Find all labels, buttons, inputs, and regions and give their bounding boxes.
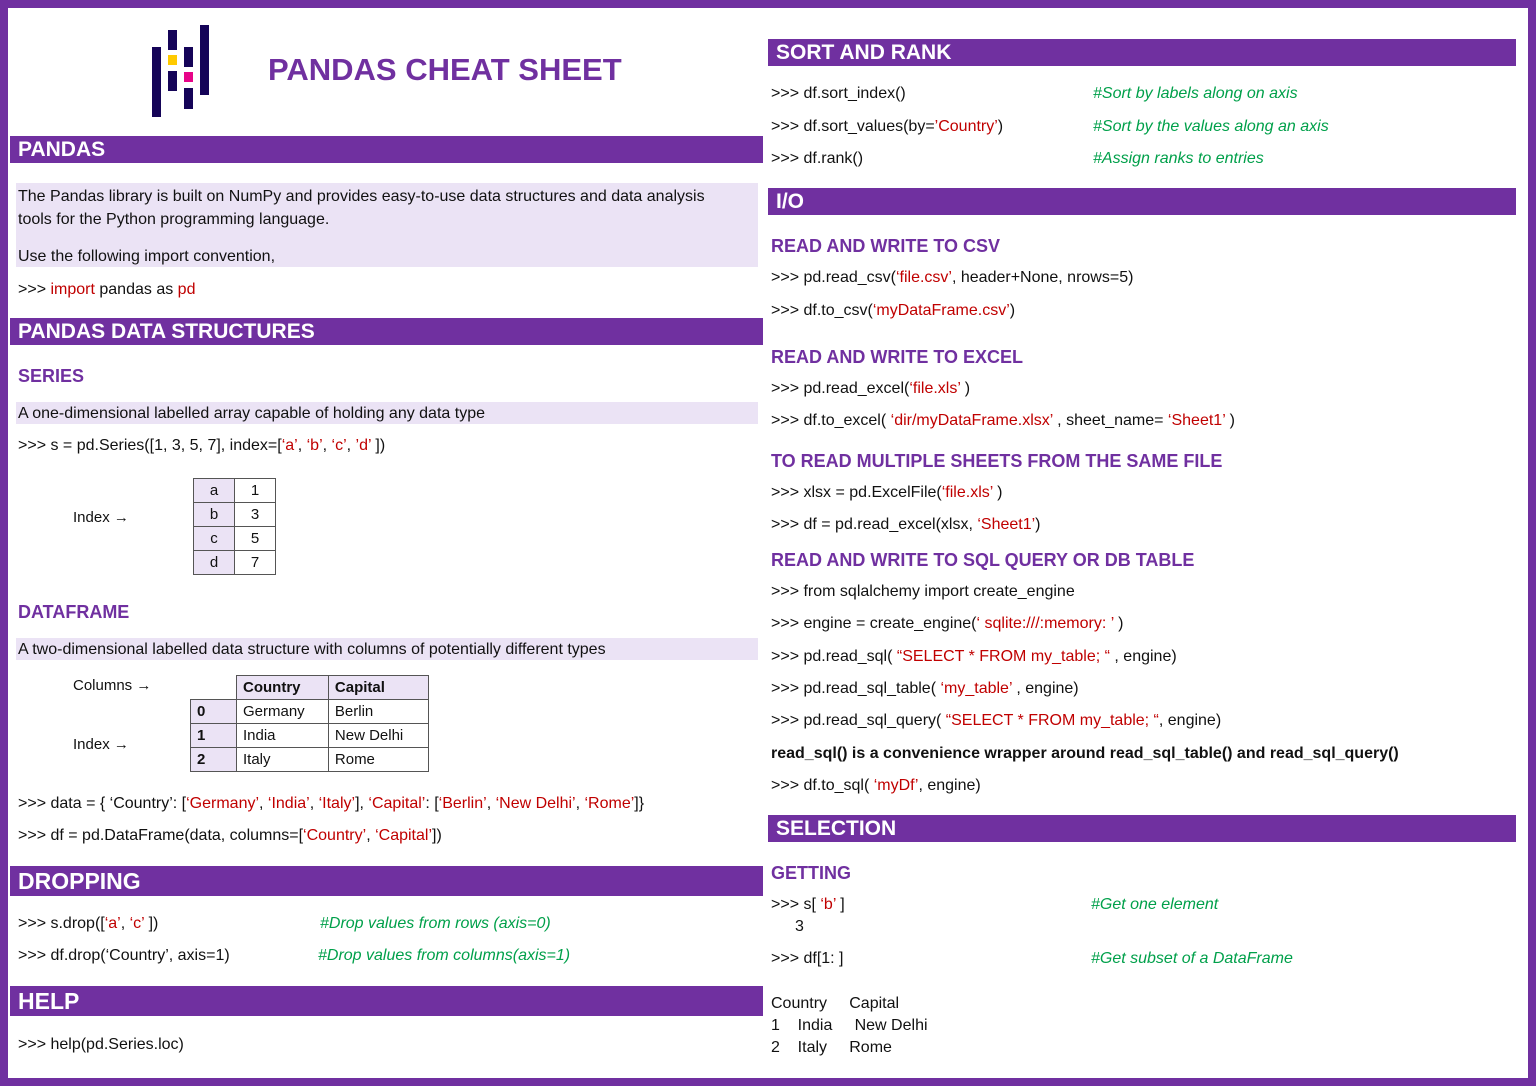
code-text: >>> df.sort_values(by=	[771, 118, 935, 135]
sort-code-2	[771, 118, 1003, 136]
code-text: ])	[370, 437, 386, 454]
code-text: >>> df = pd.read_excel(xlsx,	[771, 516, 978, 533]
country-cell: Germany	[237, 700, 329, 724]
code-text: >>> data = { ‘Country’: [	[18, 795, 187, 812]
table-row	[191, 700, 429, 724]
series-table	[193, 478, 276, 575]
code-text: )	[960, 380, 971, 397]
code-text: >>> df[1: ]	[771, 950, 844, 967]
sql-code-6	[771, 777, 981, 795]
code-text: ,	[120, 915, 130, 932]
code-text: >>> from sqlalchemy import create_engine	[771, 583, 1075, 600]
code-text: )	[997, 118, 1004, 135]
code-text: , engine)	[1109, 648, 1177, 665]
code-text: )	[1225, 412, 1235, 429]
get-code-2	[771, 950, 844, 968]
code-string: ‘file.csv’	[895, 269, 952, 286]
csv-code-1	[771, 269, 1133, 287]
sql-title: READ AND WRITE TO SQL QUERY OR DB TABLE	[771, 550, 1195, 570]
code-text: >>> help(pd.Series.loc)	[18, 1036, 184, 1053]
page-title: PANDAS CHEAT SHEET	[268, 52, 622, 87]
sort-code-3	[771, 150, 863, 168]
series-index-cell: a	[194, 479, 235, 503]
code-string: ‘c’	[129, 915, 145, 932]
code-text: )	[1113, 615, 1124, 632]
series-value-cell: 3	[235, 503, 276, 527]
code-text: ],	[355, 795, 369, 812]
code-string: ‘Germany’	[186, 795, 260, 812]
sql-code-3	[771, 648, 1177, 666]
code-string: ‘India’	[267, 795, 310, 812]
code-text: >>> s[	[771, 896, 821, 913]
code-text: >>> pd.read_sql_table(	[771, 680, 941, 697]
excel-code-1	[771, 380, 970, 398]
df-code-2	[18, 827, 442, 845]
series-value-cell: 5	[235, 527, 276, 551]
sort-comment-3: #Assign ranks to entries	[1093, 150, 1264, 167]
code-text: : [	[425, 795, 439, 812]
sql-code-4	[771, 680, 1079, 698]
code-text: >>> df = pd.DataFrame(data, columns=[	[18, 827, 304, 844]
drop-code-1	[18, 915, 158, 933]
pandas-logo	[150, 25, 212, 117]
sql-code-1	[771, 583, 1075, 601]
code-string: ‘Rome’	[584, 795, 635, 812]
table-row	[194, 551, 276, 575]
code-string: ‘Capital’	[375, 827, 432, 844]
excel-title: READ AND WRITE TO EXCEL	[771, 347, 1024, 367]
series-value-cell: 1	[235, 479, 276, 503]
code-string: ‘Sheet1’	[1167, 412, 1226, 429]
code-string: ‘a’	[281, 437, 298, 454]
getting-title: GETTING	[771, 863, 851, 883]
sql-code-2	[771, 615, 1124, 633]
row-index-cell: 2	[191, 748, 237, 772]
drop-comment-2: #Drop values from columns(axis=1)	[318, 947, 571, 964]
code-text: >>> pd.read_excel(	[771, 380, 910, 397]
sort-comment-2: #Sort by the values along an axis	[1093, 118, 1329, 135]
code-string: ‘Country’	[303, 827, 367, 844]
code-text: pandas as	[94, 281, 178, 298]
country-cell: India	[237, 724, 329, 748]
code-string: “SELECT * FROM my_table; “	[945, 712, 1159, 729]
code-text: , engine)	[1011, 680, 1079, 697]
capital-cell: New Delhi	[328, 724, 428, 748]
output-row-1: 1 India New Delhi	[771, 1017, 928, 1034]
excel-code-2	[771, 412, 1235, 430]
code-text: >>> pd.read_sql_query(	[771, 712, 946, 729]
code-text: >>> s.drop([	[18, 915, 105, 932]
dataframe-table	[190, 675, 429, 772]
get-code-1	[771, 896, 845, 914]
code-string: ‘c’	[331, 437, 347, 454]
multi-sheets-title: TO READ MULTIPLE SHEETS FROM THE SAME FILE	[771, 451, 1223, 471]
code-text: >>>	[18, 281, 51, 298]
code-text: ]}	[634, 795, 645, 812]
code-string: ‘my_table’	[940, 680, 1012, 697]
code-text: >>> df.sort_index()	[771, 85, 906, 102]
df-index-label: Index →	[73, 736, 129, 753]
get-comment-1: #Get one element	[1091, 896, 1219, 913]
column-header: Country	[237, 676, 329, 700]
code-text: >>> engine = create_engine(	[771, 615, 977, 632]
code-text: >>> df.drop(‘Country’, axis=1)	[18, 947, 230, 964]
df-columns-label: Columns →	[73, 677, 152, 694]
code-text: >>> df.to_csv(	[771, 302, 873, 319]
csv-code-2	[771, 302, 1015, 320]
data-structures-header: PANDAS DATA STRUCTURES	[10, 318, 763, 345]
series-value-cell: 7	[235, 551, 276, 575]
code-string: pd	[177, 281, 196, 298]
capital-cell: Rome	[328, 748, 428, 772]
series-index-cell: c	[194, 527, 235, 551]
code-text: >>> s = pd.Series([1, 3, 5, 7], index=[	[18, 437, 282, 454]
multi-code-1	[771, 484, 1003, 502]
drop-code-2	[18, 947, 230, 965]
code-string: import	[50, 281, 95, 298]
code-text: ])	[432, 827, 442, 844]
table-row	[191, 748, 429, 772]
code-text: ,	[259, 795, 268, 812]
code-text: ,	[486, 795, 496, 812]
code-text: ,	[297, 437, 307, 454]
import-code	[18, 281, 195, 299]
code-text: >>> df.to_sql(	[771, 777, 874, 794]
code-text: ]	[835, 896, 845, 913]
code-text: ,	[366, 827, 376, 844]
code-text: ,	[322, 437, 332, 454]
series-code	[18, 437, 385, 455]
code-text: >>> df.to_excel(	[771, 412, 891, 429]
table-header-row	[191, 676, 429, 700]
csv-title: READ AND WRITE TO CSV	[771, 236, 1001, 256]
code-string: ‘b’	[306, 437, 323, 454]
code-text: , header+None, nrows=5)	[951, 269, 1134, 286]
dataframe-desc: A two-dimensional labelled data structure with columns of potentially different types	[18, 641, 606, 658]
code-string: ‘file.xls’	[941, 484, 993, 501]
code-string: “SELECT * FROM my_table; “	[896, 648, 1110, 665]
io-header: I/O	[768, 188, 1516, 215]
code-string: ‘Berlin’	[438, 795, 487, 812]
code-text: >>> df.rank()	[771, 150, 864, 167]
code-text: ])	[144, 915, 159, 932]
dataframe-title: DATAFRAME	[18, 602, 130, 622]
code-text: )	[1035, 516, 1041, 533]
series-index-cell: d	[194, 551, 235, 575]
table-row	[194, 503, 276, 527]
country-cell: Italy	[237, 748, 329, 772]
column-header: Capital	[328, 676, 428, 700]
sort-header: SORT AND RANK	[768, 39, 1516, 66]
help-code	[18, 1036, 184, 1054]
code-text: >>> pd.read_sql(	[771, 648, 897, 665]
series-desc: A one-dimensional labelled array capable of holding any data type	[18, 405, 485, 422]
selection-header: SELECTION	[768, 815, 1516, 842]
sort-comment-1: #Sort by labels along on axis	[1093, 85, 1298, 102]
code-string: ‘dir/myDataFrame.xlsx’	[890, 412, 1053, 429]
pandas-desc-2: tools for the Python programming language.	[18, 211, 330, 228]
code-string: ‘file.xls’	[909, 380, 961, 397]
code-text: ,	[309, 795, 319, 812]
code-string: ’d’	[355, 437, 371, 454]
code-string: ‘a’	[104, 915, 121, 932]
table-row	[194, 527, 276, 551]
code-text: )	[1009, 302, 1016, 319]
capital-cell: Berlin	[328, 700, 428, 724]
drop-comment-1: #Drop values from rows (axis=0)	[320, 915, 551, 932]
series-index-cell: b	[194, 503, 235, 527]
multi-code-2	[771, 516, 1041, 534]
code-string: ‘b’	[820, 896, 836, 913]
code-string: ‘myDf’	[873, 777, 919, 794]
code-string: ’Country’	[934, 118, 998, 135]
sql-note: read_sql() is a convenience wrapper around read_sql_table() and read_sql_query()	[771, 745, 1399, 762]
table-row	[191, 724, 429, 748]
row-index-cell: 0	[191, 700, 237, 724]
get-comment-2: #Get subset of a DataFrame	[1091, 950, 1293, 967]
row-index-cell: 1	[191, 724, 237, 748]
code-text: ,	[346, 437, 356, 454]
help-header: HELP	[10, 986, 763, 1016]
table-row	[194, 479, 276, 503]
code-string: ‘Sheet1’	[977, 516, 1036, 533]
code-string: ‘Capital’	[368, 795, 426, 812]
pandas-desc-3: Use the following import convention,	[18, 248, 276, 265]
code-text: >>> pd.read_csv(	[771, 269, 896, 286]
get-output-1: 3	[795, 918, 804, 935]
code-text: , engine)	[1158, 712, 1222, 729]
series-index-label: Index →	[73, 509, 129, 526]
sort-code-1	[771, 85, 906, 103]
code-string: ‘ sqlite:///:memory: ’	[976, 615, 1114, 632]
sql-code-5	[771, 712, 1221, 730]
pandas-desc-1: The Pandas library is built on NumPy and provides easy-to-use data structures and data analysis	[18, 188, 705, 205]
code-text: )	[992, 484, 1003, 501]
output-row-2: 2 Italy Rome	[771, 1039, 892, 1056]
code-text: ,	[575, 795, 585, 812]
code-string: ‘Italy’	[318, 795, 356, 812]
output-header: Country Capital	[771, 995, 900, 1012]
code-text: , sheet_name=	[1052, 412, 1168, 429]
series-title: SERIES	[18, 366, 85, 386]
code-text: , engine)	[918, 777, 981, 794]
code-string: ‘New Delhi’	[495, 795, 576, 812]
df-code-1	[18, 795, 644, 813]
pandas-header: PANDAS	[10, 136, 763, 163]
dropping-header: DROPPING	[10, 866, 763, 896]
empty-corner	[191, 676, 237, 700]
code-string: ‘myDataFrame.csv’	[872, 302, 1010, 319]
code-text: >>> xlsx = pd.ExcelFile(	[771, 484, 942, 501]
